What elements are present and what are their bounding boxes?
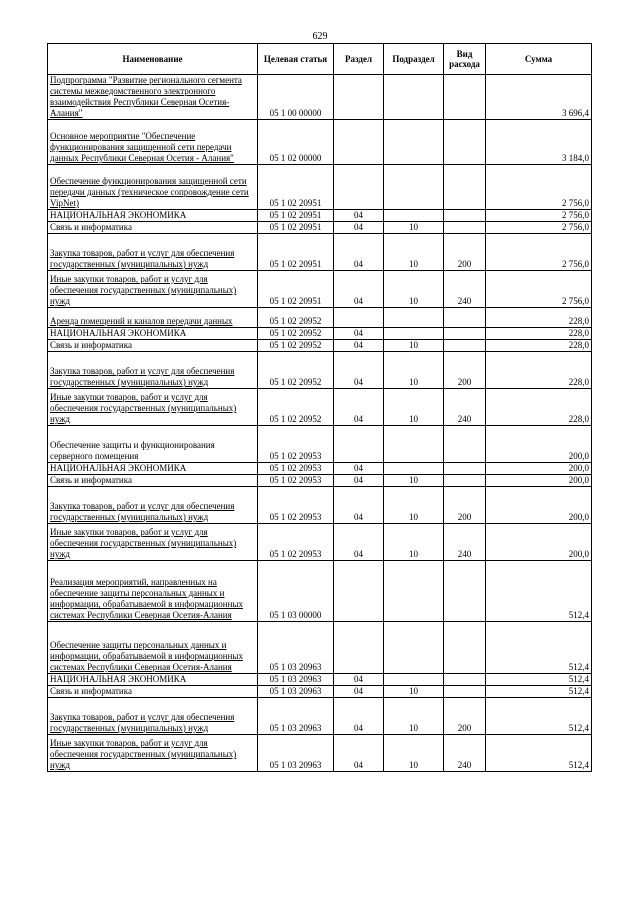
table-row: [48, 120, 592, 165]
table-row: [48, 222, 592, 234]
table-row: [48, 271, 592, 308]
row-target-article: 05 1 02 20952: [258, 308, 334, 328]
row-target-article: 05 1 03 20963: [258, 735, 334, 772]
row-subsection: [384, 561, 444, 622]
row-subsection: [384, 165, 444, 210]
row-name-text: Реализация мероприятий, направленных на обеспечение защиты персональных данных и информации, обрабатываемой в информационных системах Республики Северная Осетия-Алания: [50, 577, 243, 620]
row-target-article: 05 1 02 20953: [258, 475, 334, 487]
row-section: 04: [334, 389, 384, 426]
row-name: [48, 340, 258, 352]
header-expense-type: Вид расхода: [444, 44, 486, 75]
row-amount: 228,0: [486, 340, 592, 352]
row-target-article: 05 1 03 20963: [258, 686, 334, 698]
table-row: [48, 308, 592, 328]
row-section: 04: [334, 475, 384, 487]
row-name: [48, 524, 258, 561]
row-target-article: 05 1 03 20963: [258, 674, 334, 686]
row-target-article: 05 1 02 20952: [258, 340, 334, 352]
table-body: [48, 75, 592, 772]
row-name: [48, 271, 258, 308]
table-row: [48, 210, 592, 222]
row-section: 04: [334, 686, 384, 698]
row-expense-type: [444, 475, 486, 487]
row-amount: 512,4: [486, 698, 592, 735]
row-name: [48, 622, 258, 674]
row-subsection: 10: [384, 698, 444, 735]
row-name: [48, 463, 258, 475]
row-name: [48, 674, 258, 686]
row-name: [48, 698, 258, 735]
row-section: 04: [334, 222, 384, 234]
row-section: 04: [334, 674, 384, 686]
row-amount: 3 184,0: [486, 120, 592, 165]
row-subsection: [384, 674, 444, 686]
row-name: [48, 426, 258, 463]
row-name: [48, 210, 258, 222]
row-target-article: 05 1 02 20951: [258, 165, 334, 210]
row-amount: 2 756,0: [486, 165, 592, 210]
row-name-text: НАЦИОНАЛЬНАЯ ЭКОНОМИКА: [50, 674, 187, 684]
table-row: [48, 340, 592, 352]
table-row: [48, 674, 592, 686]
row-amount: 228,0: [486, 308, 592, 328]
row-section: 04: [334, 340, 384, 352]
row-expense-type: [444, 210, 486, 222]
row-expense-type: 240: [444, 524, 486, 561]
row-target-article: 05 1 02 20953: [258, 463, 334, 475]
row-name: [48, 352, 258, 389]
row-amount: 200,0: [486, 463, 592, 475]
table-row: [48, 463, 592, 475]
row-amount: 2 756,0: [486, 222, 592, 234]
row-subsection: 10: [384, 352, 444, 389]
row-expense-type: [444, 340, 486, 352]
row-subsection: 10: [384, 222, 444, 234]
header-section: Раздел: [334, 44, 384, 75]
row-subsection: [384, 463, 444, 475]
row-name: [48, 234, 258, 271]
row-target-article: 05 1 02 20953: [258, 487, 334, 524]
header-subsection: Подраздел: [384, 44, 444, 75]
row-target-article: 05 1 02 20953: [258, 524, 334, 561]
row-expense-type: [444, 426, 486, 463]
row-name-text: Закупка товаров, работ и услуг для обеспечения государственных (муниципальных) нужд: [50, 366, 235, 387]
row-amount: 228,0: [486, 328, 592, 340]
row-subsection: 10: [384, 340, 444, 352]
row-target-article: 05 1 02 00000: [258, 120, 334, 165]
table-row: [48, 686, 592, 698]
row-name-text: Основное мероприятие "Обеспечение функционирования защищенной сети передачи данных Республики Северная Осетия - Алания": [50, 131, 234, 163]
row-amount: 228,0: [486, 352, 592, 389]
row-name: [48, 308, 258, 328]
table-row: [48, 75, 592, 120]
row-section: 04: [334, 487, 384, 524]
row-target-article: 05 1 03 20963: [258, 698, 334, 735]
row-name: [48, 735, 258, 772]
row-expense-type: 200: [444, 487, 486, 524]
table-row: [48, 328, 592, 340]
row-subsection: [384, 308, 444, 328]
row-name-text: Закупка товаров, работ и услуг для обеспечения государственных (муниципальных) нужд: [50, 501, 235, 522]
row-expense-type: [444, 308, 486, 328]
row-expense-type: [444, 120, 486, 165]
row-subsection: 10: [384, 475, 444, 487]
row-section: 04: [334, 210, 384, 222]
row-subsection: 10: [384, 389, 444, 426]
row-section: 04: [334, 463, 384, 475]
row-section: 04: [334, 328, 384, 340]
row-expense-type: [444, 165, 486, 210]
row-name-text: Аренда помещений и каналов передачи данных: [50, 316, 233, 326]
row-name-text: Иные закупки товаров, работ и услуг для обеспечения государственных (муниципальных) нужд: [50, 392, 237, 424]
row-name: [48, 75, 258, 120]
row-subsection: [384, 426, 444, 463]
row-amount: 200,0: [486, 524, 592, 561]
table-header-row: [48, 44, 592, 75]
table-row: [48, 352, 592, 389]
row-expense-type: [444, 622, 486, 674]
row-subsection: 10: [384, 487, 444, 524]
row-name: [48, 686, 258, 698]
row-section: [334, 120, 384, 165]
row-name-text: НАЦИОНАЛЬНАЯ ЭКОНОМИКА: [50, 463, 187, 473]
row-expense-type: 200: [444, 698, 486, 735]
row-target-article: 05 1 02 20951: [258, 222, 334, 234]
page-number: 629: [312, 31, 328, 42]
row-expense-type: 240: [444, 389, 486, 426]
row-amount: 3 696,4: [486, 75, 592, 120]
row-target-article: 05 1 02 20951: [258, 271, 334, 308]
row-name: [48, 222, 258, 234]
row-name-text: Связь и информатика: [50, 475, 132, 485]
row-amount: 200,0: [486, 426, 592, 463]
row-expense-type: [444, 75, 486, 120]
row-target-article: 05 1 03 20963: [258, 622, 334, 674]
row-subsection: 10: [384, 524, 444, 561]
row-name: [48, 120, 258, 165]
row-subsection: 10: [384, 735, 444, 772]
row-section: 04: [334, 271, 384, 308]
row-expense-type: [444, 561, 486, 622]
table-row: [48, 735, 592, 772]
row-amount: 200,0: [486, 475, 592, 487]
row-section: 04: [334, 234, 384, 271]
table-row: [48, 389, 592, 426]
table-row: [48, 234, 592, 271]
row-subsection: [384, 622, 444, 674]
row-expense-type: [444, 686, 486, 698]
row-name-text: Подпрограмма "Развитие регионального сегмента системы межведомственного электронного взаимодействия Республики Северная Осетия-Алания": [50, 75, 242, 118]
table-row: [48, 622, 592, 674]
row-amount: 2 756,0: [486, 234, 592, 271]
table-row: [48, 165, 592, 210]
row-amount: 512,4: [486, 674, 592, 686]
table-row: [48, 487, 592, 524]
header-name: Наименование: [48, 44, 258, 75]
row-target-article: 05 1 00 00000: [258, 75, 334, 120]
row-amount: 512,4: [486, 622, 592, 674]
row-name: [48, 328, 258, 340]
row-expense-type: [444, 222, 486, 234]
row-name-text: Иные закупки товаров, работ и услуг для обеспечения государственных (муниципальных) нужд: [50, 527, 237, 559]
row-expense-type: 200: [444, 352, 486, 389]
row-target-article: 05 1 03 00000: [258, 561, 334, 622]
table-row: [48, 561, 592, 622]
row-name: [48, 165, 258, 210]
row-section: [334, 75, 384, 120]
row-name: [48, 487, 258, 524]
table-row: [48, 698, 592, 735]
header-amount: Сумма: [486, 44, 592, 75]
row-name-text: Иные закупки товаров, работ и услуг для обеспечения государственных (муниципальных) нужд: [50, 738, 237, 770]
row-subsection: 10: [384, 271, 444, 308]
budget-table: [47, 43, 592, 772]
row-name-text: Закупка товаров, работ и услуг для обеспечения государственных (муниципальных) нужд: [50, 248, 235, 269]
row-name: [48, 389, 258, 426]
row-name-text: НАЦИОНАЛЬНАЯ ЭКОНОМИКА: [50, 210, 187, 220]
row-expense-type: [444, 463, 486, 475]
row-section: [334, 622, 384, 674]
row-section: [334, 561, 384, 622]
row-section: 04: [334, 698, 384, 735]
row-target-article: 05 1 02 20952: [258, 328, 334, 340]
row-name-text: Связь и информатика: [50, 686, 132, 696]
row-amount: 512,4: [486, 561, 592, 622]
row-target-article: 05 1 02 20953: [258, 426, 334, 463]
row-name-text: Иные закупки товаров, работ и услуг для обеспечения государственных (муниципальных) нужд: [50, 274, 237, 306]
row-amount: 228,0: [486, 389, 592, 426]
row-amount: 512,4: [486, 686, 592, 698]
row-amount: 512,4: [486, 735, 592, 772]
row-name: [48, 561, 258, 622]
table-row: [48, 475, 592, 487]
row-target-article: 05 1 02 20951: [258, 210, 334, 222]
row-name: [48, 475, 258, 487]
row-target-article: 05 1 02 20952: [258, 389, 334, 426]
row-subsection: 10: [384, 234, 444, 271]
row-subsection: [384, 210, 444, 222]
row-name-text: Обеспечение защиты и функционирования серверного помещения: [50, 440, 215, 461]
row-amount: 2 756,0: [486, 271, 592, 308]
row-section: 04: [334, 735, 384, 772]
row-subsection: 10: [384, 686, 444, 698]
row-subsection: [384, 75, 444, 120]
row-expense-type: 200: [444, 234, 486, 271]
row-expense-type: [444, 674, 486, 686]
row-name-text: Связь и информатика: [50, 340, 132, 350]
row-name-text: Обеспечение защиты персональных данных и информации, обрабатываемой в информационных системах Республики Северная Осетия-Алания: [50, 640, 243, 672]
row-section: [334, 426, 384, 463]
row-amount: 200,0: [486, 487, 592, 524]
row-subsection: [384, 120, 444, 165]
row-expense-type: 240: [444, 271, 486, 308]
row-name-text: Связь и информатика: [50, 222, 132, 232]
row-target-article: 05 1 02 20951: [258, 234, 334, 271]
row-section: [334, 308, 384, 328]
row-name-text: Закупка товаров, работ и услуг для обеспечения государственных (муниципальных) нужд: [50, 712, 235, 733]
row-section: [334, 165, 384, 210]
row-expense-type: [444, 328, 486, 340]
row-section: 04: [334, 352, 384, 389]
table-row: [48, 426, 592, 463]
row-expense-type: 240: [444, 735, 486, 772]
header-target-article: Целевая статья: [258, 44, 334, 75]
row-name-text: Обеспечение функционирования защищенной сети передачи данных (техническое сопровождение сети VipNet): [50, 176, 249, 208]
row-amount: 2 756,0: [486, 210, 592, 222]
row-section: 04: [334, 524, 384, 561]
row-name-text: НАЦИОНАЛЬНАЯ ЭКОНОМИКА: [50, 328, 187, 338]
table-row: [48, 524, 592, 561]
row-subsection: [384, 328, 444, 340]
row-target-article: 05 1 02 20952: [258, 352, 334, 389]
